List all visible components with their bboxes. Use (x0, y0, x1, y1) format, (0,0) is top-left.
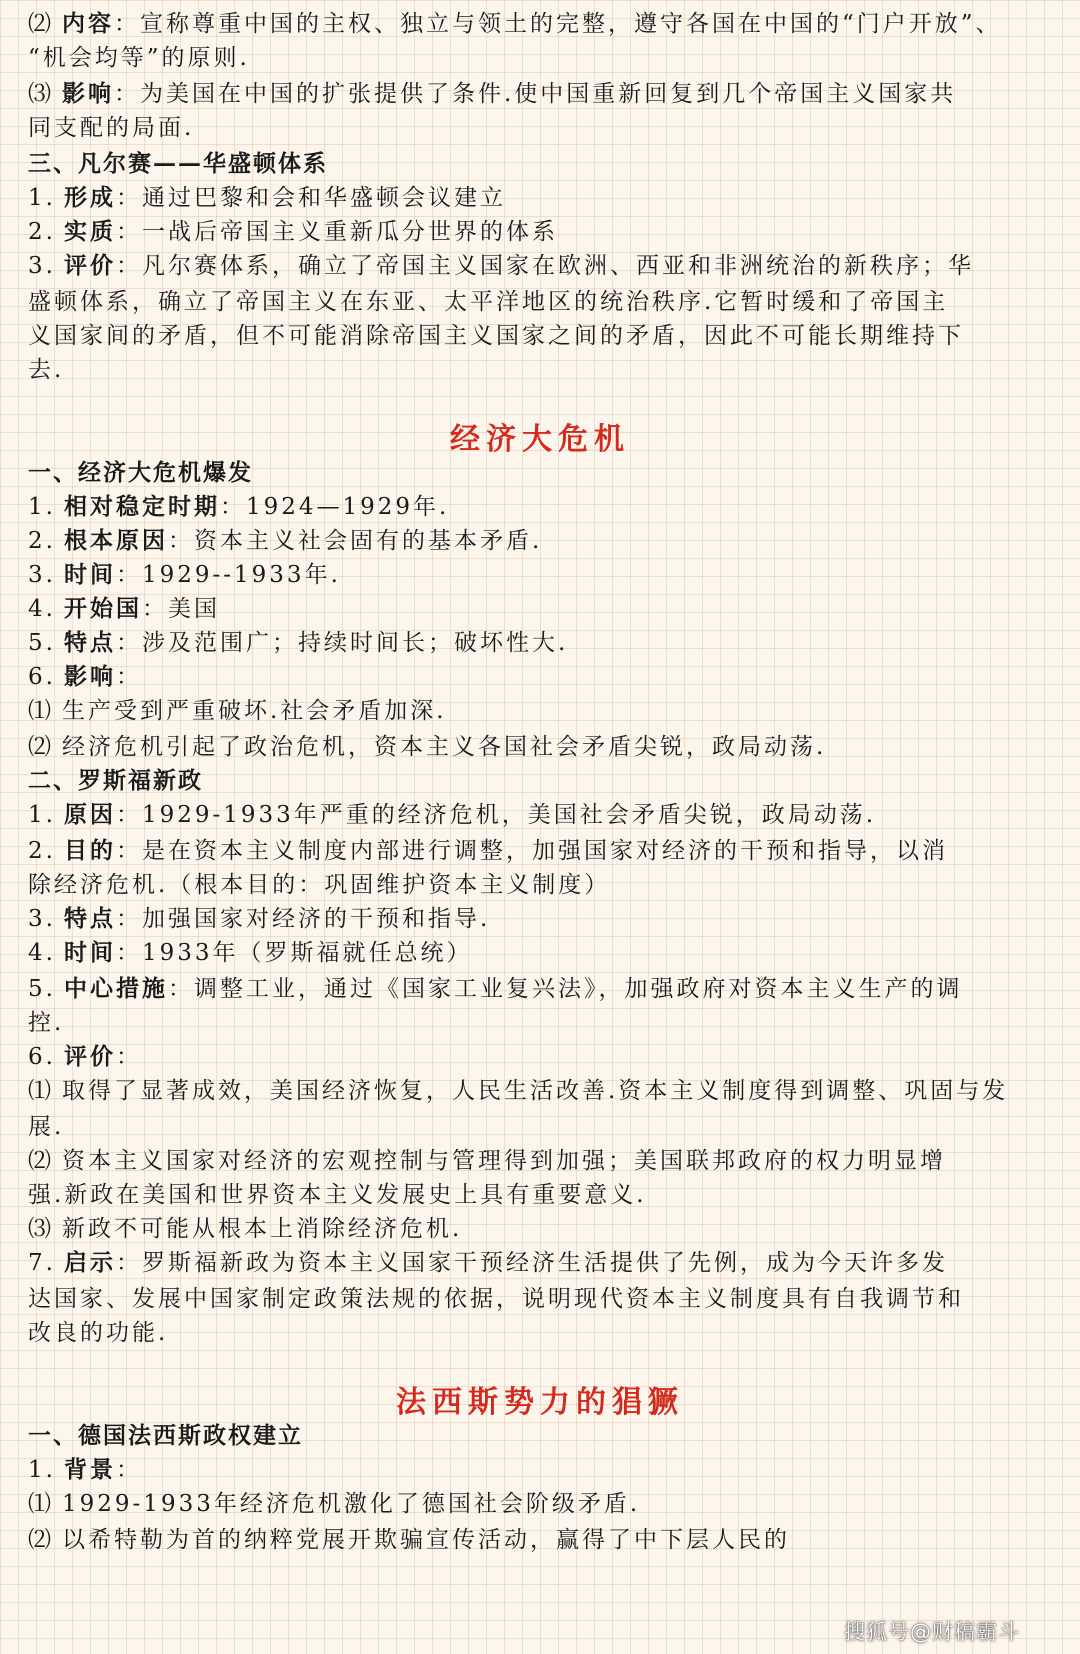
item-number: ⑶ (28, 1216, 54, 1242)
item-label: 特点 (63, 905, 116, 932)
item-text: ：1924—1929年. (219, 494, 450, 520)
item-number: 5. (28, 630, 56, 656)
item-label: 启示 (63, 1249, 116, 1276)
item-text: 以希特勒为首的纳粹党展开欺骗宣传活动，赢得了中下层人民的 (62, 1527, 790, 1553)
item-number: 2. (28, 838, 56, 864)
item-text: 去. (28, 357, 65, 383)
item-text: ： (115, 664, 142, 690)
item-number: 1. (28, 494, 56, 520)
section-heading (28, 763, 1058, 799)
item-number: 1. (28, 1457, 56, 1483)
item-number: ⑵ (28, 734, 54, 760)
item-number: ⑵ (28, 11, 54, 37)
item-number: 5. (28, 976, 56, 1002)
item-label: 开始国 (63, 595, 142, 622)
item-number: 2. (28, 528, 56, 554)
item-text: ：1929-1933年严重的经济危机，美国社会矛盾尖锐，政局动荡. (115, 802, 877, 828)
text-line (28, 318, 1058, 354)
text-line (28, 40, 1058, 76)
text-line (28, 729, 1058, 765)
text-line (28, 1281, 1058, 1317)
text-line (28, 591, 1058, 627)
item-label: 评价 (63, 252, 116, 279)
item-number: ⑵ (28, 1148, 54, 1174)
item-number: 3. (28, 906, 56, 932)
item-text: 新政不可能从根本上消除经济危机. (62, 1216, 463, 1242)
item-label: 中心措施 (63, 975, 168, 1002)
item-number: 3. (28, 562, 56, 588)
item-text: ：1929--1933年. (115, 562, 341, 588)
text-line (28, 284, 1058, 320)
item-text: 生产受到严重破坏.社会矛盾加深. (62, 698, 447, 724)
heading-text: 一、经济大危机爆发 (28, 459, 253, 486)
item-number: 2. (28, 219, 56, 245)
text-line (28, 1143, 1058, 1179)
text-line (28, 352, 1058, 388)
item-label: 时间 (63, 939, 116, 966)
text-line (28, 1073, 1058, 1109)
text-line (28, 214, 1058, 250)
item-text: 展. (28, 1114, 65, 1140)
text-line (28, 659, 1058, 695)
heading-text: 一、德国法西斯政权建立 (28, 1422, 303, 1449)
item-number: ⑴ (28, 1078, 54, 1104)
item-label: 背景 (63, 1456, 116, 1483)
text-line (28, 1177, 1058, 1213)
heading-text: 三、凡尔赛——华盛顿体系 (28, 150, 328, 177)
item-text: 取得了显著成效，美国经济恢复，人民生活改善.资本主义制度得到调整、巩固与发 (62, 1078, 1009, 1104)
item-text: 资本主义国家对经济的宏观控制与管理得到加强；美国联邦政府的权力明显增 (62, 1148, 946, 1174)
text-line (28, 693, 1058, 729)
item-number: ⑴ (28, 698, 54, 724)
item-text: 义国家间的矛盾，但不可能消除帝国主义国家之间的矛盾，因此不可能长期维持下 (28, 323, 964, 349)
item-label: 影响 (63, 663, 116, 690)
item-text: ：美国 (141, 596, 220, 622)
item-text: ：为美国在中国的扩张提供了条件.使中国重新回复到几个帝国主义国家共 (114, 81, 957, 107)
item-number: 1. (28, 802, 56, 828)
text-line (28, 557, 1058, 593)
item-text: ：加强国家对经济的干预和指导. (115, 906, 491, 932)
item-text: ：宣称尊重中国的主权、独立与领土的完整，遵守各国在中国的“门户开放”、 (114, 11, 1002, 37)
item-text: ：通过巴黎和会和华盛顿会议建立 (115, 185, 506, 211)
text-line (28, 867, 1058, 903)
item-label: 影响 (62, 80, 114, 107)
text-line (28, 489, 1058, 525)
item-text: 达国家、发展中国家制定政策法规的依据，说明现代资本主义制度具有自我调节和 (28, 1286, 964, 1312)
text-line (28, 523, 1058, 559)
item-label: 实质 (63, 218, 116, 245)
item-text: 强.新政在美国和世界资本主义发展史上具有重要意义. (28, 1182, 647, 1208)
item-text: 1929-1933年经济危机激化了德国社会阶级矛盾. (62, 1491, 641, 1517)
item-text: ： (115, 1457, 142, 1483)
item-number: 6. (28, 1044, 56, 1070)
item-label: 形成 (63, 184, 116, 211)
section-title-fascism: 法西斯势力的猖獗 (396, 1385, 684, 1420)
item-text: ： (115, 1044, 142, 1070)
text-line (28, 901, 1058, 937)
item-text: ：罗斯福新政为资本主义国家干预经济生活提供了先例，成为今天许多发 (115, 1250, 948, 1276)
text-line (28, 833, 1058, 869)
text-line (28, 1211, 1058, 1247)
section-heading (28, 1418, 1058, 1454)
item-number: 3. (28, 253, 56, 279)
text-line (28, 1522, 1058, 1558)
item-text: ：调整工业，通过《国家工业复兴法》，加强政府对资本主义生产的调 (167, 976, 963, 1002)
item-label: 评价 (63, 1043, 116, 1070)
item-text: ：是在资本主义制度内部进行调整，加强国家对经济的干预和指导，以消 (115, 838, 948, 864)
text-line (28, 1109, 1058, 1145)
text-line (28, 248, 1058, 284)
item-text: ：涉及范围广；持续时间长；破坏性大. (115, 630, 569, 656)
heading-text: 二、罗斯福新政 (28, 767, 203, 794)
item-number: 4. (28, 596, 56, 622)
item-number: 1. (28, 185, 56, 211)
text-line (28, 76, 1058, 112)
text-line (28, 1486, 1058, 1522)
item-label: 根本原因 (63, 527, 168, 554)
item-text: ：1933年（罗斯福就任总统） (115, 940, 473, 966)
item-label: 时间 (63, 561, 116, 588)
item-label: 目的 (63, 837, 116, 864)
text-line (28, 1039, 1058, 1075)
text-line (28, 797, 1058, 833)
section-heading (28, 146, 1058, 182)
item-text: 盛顿体系，确立了帝国主义在东亚、太平洋地区的统治秩序.它暂时缓和了帝国主 (28, 289, 949, 315)
text-line (28, 1315, 1058, 1351)
item-text: ：凡尔赛体系，确立了帝国主义国家在欧洲、西亚和非洲统治的新秩序；华 (115, 253, 974, 279)
item-number: 7. (28, 1250, 56, 1276)
text-line (28, 110, 1058, 146)
item-number: ⑶ (28, 81, 54, 107)
item-text: ：资本主义社会固有的基本矛盾. (167, 528, 543, 554)
item-text: 同支配的局面. (28, 115, 195, 141)
item-number: ⑴ (28, 1491, 54, 1517)
item-label: 特点 (63, 629, 116, 656)
section-heading (28, 455, 1058, 491)
watermark: 搜狐号@财稿霸斗 (844, 1620, 1020, 1644)
item-number: 4. (28, 940, 56, 966)
item-text: ：一战后帝国主义重新瓜分世界的体系 (115, 219, 558, 245)
text-line (28, 1452, 1058, 1488)
item-text: “机会均等”的原则. (28, 45, 250, 71)
item-number: 6. (28, 664, 56, 690)
item-label: 相对稳定时期 (63, 493, 220, 520)
text-line (28, 935, 1058, 971)
item-label: 原因 (63, 801, 116, 828)
item-text: 控. (28, 1010, 65, 1036)
text-line (28, 625, 1058, 661)
text-line (28, 1245, 1058, 1281)
section-title-economic-crisis: 经济大危机 (450, 422, 630, 457)
text-line (28, 6, 1058, 42)
item-text: 经济危机引起了政治危机，资本主义各国社会矛盾尖锐，政局动荡. (62, 734, 827, 760)
text-line (28, 180, 1058, 216)
text-line (28, 1005, 1058, 1041)
item-label: 内容 (62, 10, 114, 37)
item-text: 改良的功能. (28, 1320, 169, 1346)
item-text: 除经济危机.（根本目的：巩固维护资本主义制度） (28, 872, 611, 898)
text-line (28, 971, 1058, 1007)
item-number: ⑵ (28, 1527, 54, 1553)
